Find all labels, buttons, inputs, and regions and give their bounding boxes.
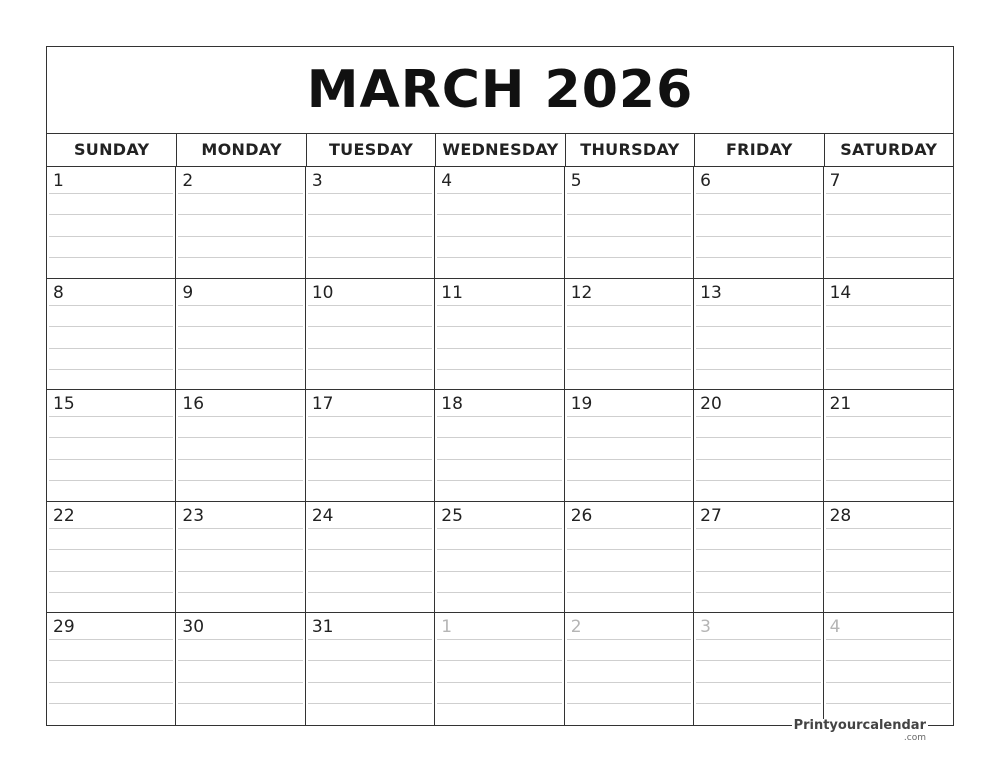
day-number: 22 bbox=[53, 505, 75, 526]
writing-line bbox=[308, 257, 432, 258]
writing-line bbox=[826, 549, 951, 550]
writing-line bbox=[49, 660, 173, 661]
writing-line bbox=[49, 480, 173, 481]
day-cell bbox=[306, 502, 435, 614]
writing-line bbox=[178, 682, 302, 683]
day-cell bbox=[47, 613, 176, 725]
writing-line bbox=[826, 660, 951, 661]
writing-line bbox=[826, 326, 951, 327]
writing-line bbox=[49, 528, 173, 529]
writing-line bbox=[178, 592, 302, 593]
weekday-friday: FRIDAY bbox=[694, 133, 823, 166]
writing-line bbox=[696, 639, 820, 640]
writing-line bbox=[437, 437, 561, 438]
writing-line bbox=[437, 703, 561, 704]
weekday-wednesday: WEDNESDAY bbox=[435, 133, 564, 166]
weekday-sunday: SUNDAY bbox=[73, 140, 150, 159]
day-cell bbox=[176, 613, 305, 725]
writing-line bbox=[567, 437, 691, 438]
writing-line bbox=[696, 236, 820, 237]
writing-line bbox=[178, 326, 302, 327]
day-cell bbox=[565, 390, 694, 502]
day-number: 7 bbox=[829, 171, 841, 191]
day-number: 11 bbox=[441, 282, 463, 303]
writing-line bbox=[308, 214, 432, 215]
brand-suffix: .com bbox=[903, 733, 926, 743]
writing-line bbox=[178, 348, 302, 349]
weekday-thursday: THURSDAY bbox=[565, 133, 694, 166]
writing-line bbox=[437, 571, 561, 572]
day-cell bbox=[176, 390, 305, 502]
writing-line bbox=[567, 326, 691, 327]
writing-line bbox=[696, 682, 820, 683]
writing-line bbox=[308, 549, 432, 550]
day-cell bbox=[47, 502, 176, 614]
day-number: 30 bbox=[182, 617, 205, 638]
writing-line bbox=[437, 326, 561, 327]
writing-line bbox=[437, 214, 561, 215]
day-cell bbox=[176, 279, 305, 391]
writing-line bbox=[178, 369, 302, 370]
writing-line bbox=[826, 416, 951, 417]
writing-line bbox=[696, 193, 820, 194]
day-number: 3 bbox=[700, 617, 711, 638]
writing-line bbox=[567, 193, 691, 194]
writing-line bbox=[826, 437, 951, 438]
day-cell bbox=[694, 167, 823, 279]
writing-line bbox=[49, 348, 173, 349]
day-cell bbox=[824, 279, 953, 391]
weekday-saturday: SATURDAY bbox=[824, 133, 953, 166]
writing-line bbox=[178, 660, 302, 661]
weekday-monday: MONDAY bbox=[176, 133, 305, 166]
writing-line bbox=[308, 480, 432, 481]
writing-line bbox=[49, 326, 173, 327]
writing-line bbox=[696, 459, 820, 460]
writing-line bbox=[49, 592, 173, 593]
writing-line bbox=[178, 571, 302, 572]
writing-line bbox=[567, 639, 691, 640]
writing-line bbox=[308, 592, 432, 593]
day-cell bbox=[694, 502, 823, 614]
writing-line bbox=[178, 480, 302, 481]
writing-line bbox=[826, 305, 951, 306]
day-cell bbox=[306, 613, 435, 725]
writing-line bbox=[49, 193, 173, 194]
writing-line bbox=[826, 459, 951, 460]
day-number: 16 bbox=[182, 394, 205, 415]
day-cell bbox=[565, 167, 694, 279]
weekday-header bbox=[47, 133, 953, 167]
day-number: 1 bbox=[441, 617, 453, 638]
writing-line bbox=[308, 437, 432, 438]
day-number: 10 bbox=[311, 282, 334, 303]
writing-line bbox=[696, 437, 820, 438]
day-cell bbox=[694, 390, 823, 502]
writing-line bbox=[567, 236, 691, 237]
day-cell bbox=[565, 502, 694, 614]
writing-line bbox=[826, 236, 951, 237]
day-cell bbox=[306, 167, 435, 279]
brand-name: Printyourcalendar bbox=[793, 718, 926, 733]
writing-line bbox=[567, 571, 691, 572]
writing-line bbox=[178, 459, 302, 460]
writing-line bbox=[696, 214, 820, 215]
day-number: 24 bbox=[311, 505, 334, 526]
writing-line bbox=[826, 348, 951, 349]
writing-line bbox=[437, 348, 561, 349]
writing-line bbox=[437, 459, 561, 460]
day-number: 26 bbox=[570, 505, 593, 526]
day-number: 25 bbox=[441, 505, 463, 526]
writing-line bbox=[567, 528, 691, 529]
writing-line bbox=[49, 257, 173, 258]
writing-line bbox=[567, 549, 691, 550]
day-cell bbox=[435, 279, 564, 391]
writing-line bbox=[49, 549, 173, 550]
writing-line bbox=[826, 639, 951, 640]
writing-line bbox=[437, 257, 561, 258]
writing-line bbox=[567, 305, 691, 306]
writing-line bbox=[49, 214, 173, 215]
writing-line bbox=[49, 703, 173, 704]
writing-line bbox=[49, 305, 173, 306]
writing-line bbox=[826, 703, 951, 704]
writing-line bbox=[308, 305, 432, 306]
day-number: 15 bbox=[53, 394, 75, 415]
writing-line bbox=[826, 193, 951, 194]
writing-line bbox=[308, 193, 432, 194]
day-cell bbox=[824, 502, 953, 614]
day-number: 4 bbox=[829, 617, 841, 638]
writing-line bbox=[437, 592, 561, 593]
writing-line bbox=[178, 437, 302, 438]
day-cell bbox=[47, 390, 176, 502]
writing-line bbox=[49, 416, 173, 417]
writing-line bbox=[437, 549, 561, 550]
day-cell bbox=[435, 613, 564, 725]
writing-line bbox=[437, 193, 561, 194]
writing-line bbox=[567, 257, 691, 258]
day-grid bbox=[47, 167, 953, 725]
writing-line bbox=[178, 639, 302, 640]
writing-line bbox=[826, 592, 951, 593]
day-number: 14 bbox=[829, 282, 852, 303]
writing-line bbox=[308, 639, 432, 640]
writing-line bbox=[696, 660, 820, 661]
brand-logo bbox=[792, 719, 928, 743]
writing-line bbox=[49, 437, 173, 438]
writing-line bbox=[437, 416, 561, 417]
writing-line bbox=[826, 257, 951, 258]
day-number: 2 bbox=[570, 617, 582, 638]
day-cell bbox=[694, 613, 823, 725]
writing-line bbox=[567, 214, 691, 215]
day-cell bbox=[824, 613, 953, 725]
day-cell bbox=[435, 502, 564, 614]
day-cell bbox=[47, 167, 176, 279]
writing-line bbox=[696, 549, 820, 550]
writing-line bbox=[308, 703, 432, 704]
writing-line bbox=[178, 214, 302, 215]
writing-line bbox=[308, 369, 432, 370]
writing-line bbox=[696, 369, 820, 370]
writing-line bbox=[826, 571, 951, 572]
writing-line bbox=[437, 682, 561, 683]
day-number: 2 bbox=[182, 171, 194, 191]
writing-line bbox=[437, 660, 561, 661]
writing-line bbox=[567, 459, 691, 460]
writing-line bbox=[308, 348, 432, 349]
writing-line bbox=[437, 305, 561, 306]
day-number: 3 bbox=[311, 171, 323, 191]
day-cell bbox=[824, 390, 953, 502]
writing-line bbox=[308, 416, 432, 417]
day-cell bbox=[824, 167, 953, 279]
writing-line bbox=[826, 682, 951, 683]
day-cell bbox=[565, 613, 694, 725]
writing-line bbox=[308, 528, 432, 529]
writing-line bbox=[567, 592, 691, 593]
day-number: 9 bbox=[182, 282, 194, 303]
writing-line bbox=[567, 480, 691, 481]
day-cell bbox=[176, 167, 305, 279]
writing-line bbox=[696, 703, 820, 704]
day-number: 31 bbox=[311, 617, 334, 638]
writing-line bbox=[178, 416, 302, 417]
day-number: 20 bbox=[700, 394, 722, 415]
writing-line bbox=[178, 305, 302, 306]
day-number: 27 bbox=[700, 505, 722, 526]
day-number: 18 bbox=[441, 394, 463, 415]
writing-line bbox=[308, 236, 432, 237]
day-cell bbox=[47, 279, 176, 391]
writing-line bbox=[567, 348, 691, 349]
writing-line bbox=[696, 528, 820, 529]
day-number: 21 bbox=[829, 394, 852, 415]
writing-line bbox=[696, 305, 820, 306]
writing-line bbox=[696, 416, 820, 417]
writing-line bbox=[437, 480, 561, 481]
writing-line bbox=[308, 459, 432, 460]
writing-line bbox=[567, 703, 691, 704]
calendar-title: MARCH 2026 bbox=[47, 47, 953, 134]
writing-line bbox=[826, 528, 951, 529]
day-cell bbox=[306, 390, 435, 502]
writing-line bbox=[826, 214, 951, 215]
day-number: 23 bbox=[182, 505, 205, 526]
writing-line bbox=[696, 326, 820, 327]
writing-line bbox=[308, 326, 432, 327]
writing-line bbox=[696, 592, 820, 593]
writing-line bbox=[178, 703, 302, 704]
writing-line bbox=[49, 369, 173, 370]
day-cell bbox=[306, 279, 435, 391]
writing-line bbox=[49, 682, 173, 683]
writing-line bbox=[567, 682, 691, 683]
writing-line bbox=[567, 369, 691, 370]
writing-line bbox=[308, 682, 432, 683]
writing-line bbox=[49, 236, 173, 237]
weekday-tuesday: TUESDAY bbox=[306, 133, 435, 166]
writing-line bbox=[437, 369, 561, 370]
day-number: 6 bbox=[700, 171, 711, 191]
writing-line bbox=[178, 257, 302, 258]
writing-line bbox=[826, 369, 951, 370]
writing-line bbox=[178, 528, 302, 529]
writing-line bbox=[696, 571, 820, 572]
writing-line bbox=[696, 257, 820, 258]
writing-line bbox=[308, 660, 432, 661]
writing-line bbox=[437, 528, 561, 529]
day-cell bbox=[565, 279, 694, 391]
day-number: 17 bbox=[311, 394, 334, 415]
writing-line bbox=[567, 416, 691, 417]
day-number: 19 bbox=[570, 394, 593, 415]
day-number: 28 bbox=[829, 505, 852, 526]
writing-line bbox=[308, 571, 432, 572]
writing-line bbox=[178, 549, 302, 550]
writing-line bbox=[437, 236, 561, 237]
writing-line bbox=[567, 660, 691, 661]
writing-line bbox=[696, 480, 820, 481]
day-cell bbox=[176, 502, 305, 614]
day-number: 1 bbox=[53, 171, 64, 191]
writing-line bbox=[826, 480, 951, 481]
writing-line bbox=[178, 193, 302, 194]
writing-line bbox=[437, 639, 561, 640]
writing-line bbox=[49, 571, 173, 572]
day-cell bbox=[435, 167, 564, 279]
day-cell bbox=[435, 390, 564, 502]
writing-line bbox=[696, 348, 820, 349]
day-cell bbox=[694, 279, 823, 391]
day-number: 29 bbox=[53, 617, 75, 638]
day-number: 5 bbox=[570, 171, 582, 191]
writing-line bbox=[49, 459, 173, 460]
day-number: 4 bbox=[441, 171, 453, 191]
day-number: 13 bbox=[700, 282, 722, 303]
day-number: 8 bbox=[53, 282, 64, 303]
writing-line bbox=[178, 236, 302, 237]
day-number: 12 bbox=[570, 282, 593, 303]
calendar bbox=[46, 46, 954, 726]
writing-line bbox=[49, 639, 173, 640]
